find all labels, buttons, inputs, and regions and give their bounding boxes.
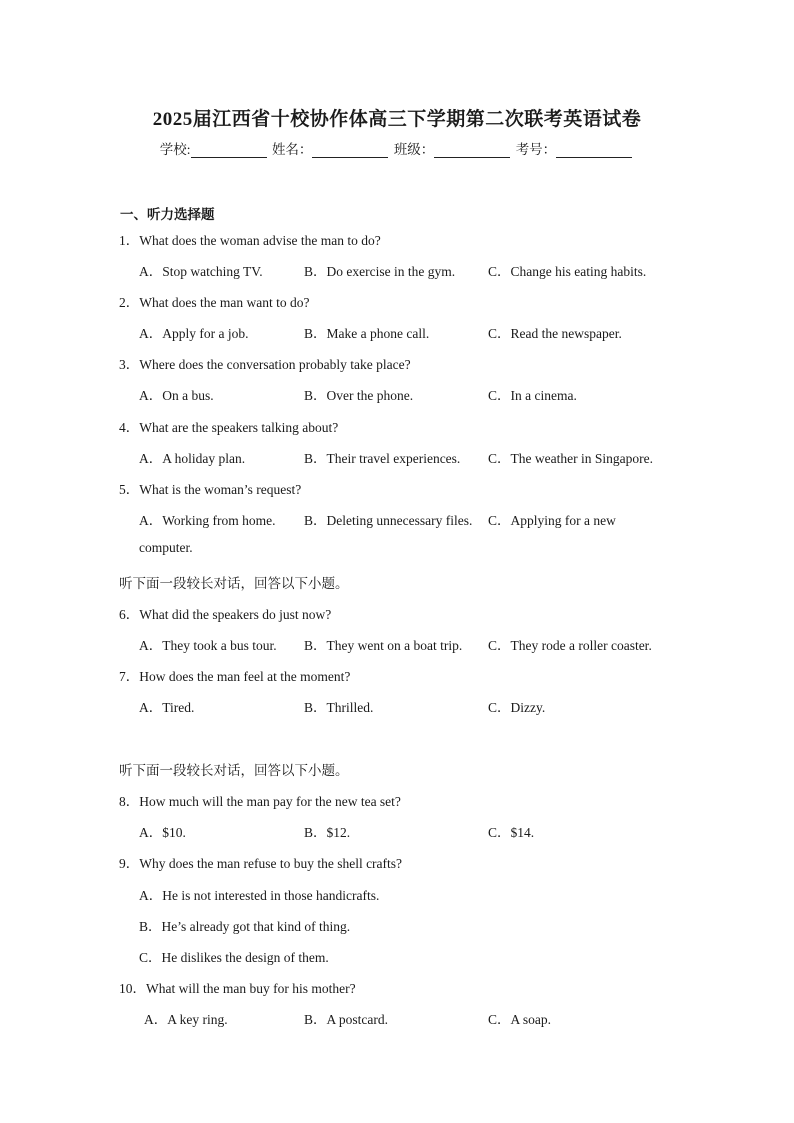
q3-option-c: C．In a cinema. xyxy=(488,388,577,403)
q9-option-a: A．He is not interested in those handicrafts. xyxy=(139,888,380,903)
q6-option-b: B．They went on a boat trip. xyxy=(304,638,463,653)
exam-no-label: 考号： xyxy=(515,142,557,157)
q9-option-c: C．He dislikes the design of them. xyxy=(139,950,329,965)
q10-option-b: B．A postcard. xyxy=(304,1012,388,1027)
question-7: 7．How does the man feel at the moment? xyxy=(119,669,351,684)
question-4: 4．What are the speakers talking about? xyxy=(119,420,339,435)
question-6: 6．What did the speakers do just now? xyxy=(119,607,332,622)
q6-option-a: A．They took a bus tour. xyxy=(139,638,277,653)
q5-option-c: C．Applying for a new xyxy=(488,513,616,528)
name-blank[interactable] xyxy=(312,143,388,158)
section-heading: 一、听力选择题 xyxy=(120,207,215,222)
q7-option-c: C．Dizzy. xyxy=(488,700,546,715)
school-blank[interactable] xyxy=(191,143,267,158)
class-blank[interactable] xyxy=(434,143,510,158)
exam-title: 2025届江西省十校协作体高三下学期第二次联考英语试卷 xyxy=(152,109,642,130)
question-1: 1．What does the woman advise the man to do? xyxy=(119,233,381,248)
question-10: 10．What will the man buy for his mother? xyxy=(119,981,356,996)
question-8: 8．How much will the man pay for the new tea set? xyxy=(119,794,401,809)
q3-option-a: A．On a bus. xyxy=(139,388,214,403)
q6-option-c: C．They rode a roller coaster. xyxy=(488,638,652,653)
name-label: 姓名： xyxy=(271,142,313,157)
q2-option-a: A．Apply for a job. xyxy=(139,326,249,341)
q2-option-b: B．Make a phone call. xyxy=(304,326,430,341)
school-label: 学校: xyxy=(159,142,191,157)
q1-option-c: C．Change his eating habits. xyxy=(488,264,647,279)
instruction-note-1: 听下面一段较长对话，回答以下小题。 xyxy=(119,576,349,591)
q7-option-a: A．Tired. xyxy=(139,700,195,715)
question-3: 3．Where does the conversation probably take place? xyxy=(119,357,411,372)
q4-option-c: C．The weather in Singapore. xyxy=(488,451,653,466)
instruction-note-2: 听下面一段较长对话，回答以下小题。 xyxy=(119,763,349,778)
q4-option-a: A．A holiday plan. xyxy=(139,451,246,466)
q7-option-b: B．Thrilled. xyxy=(304,700,374,715)
q5-option-c-continued: computer. xyxy=(139,540,193,555)
class-label: 班级： xyxy=(393,142,435,157)
q4-option-b: B．Their travel experiences. xyxy=(304,451,461,466)
q8-option-b: B．$12. xyxy=(304,825,351,840)
q5-option-a: A．Working from home. xyxy=(139,513,276,528)
q10-option-c: C．A soap. xyxy=(488,1012,552,1027)
q9-option-b: B．He’s already got that kind of thing. xyxy=(139,919,351,934)
q8-option-c: C．$14. xyxy=(488,825,535,840)
q2-option-c: C．Read the newspaper. xyxy=(488,326,622,341)
question-5: 5．What is the woman’s request? xyxy=(119,482,302,497)
student-info-line xyxy=(0,138,794,158)
question-2: 2．What does the man want to do? xyxy=(119,295,310,310)
q10-option-a: A．A key ring. xyxy=(144,1012,228,1027)
q8-option-a: A．$10. xyxy=(139,825,186,840)
q1-option-a: A．Stop watching TV. xyxy=(139,264,263,279)
q1-option-b: B．Do exercise in the gym. xyxy=(304,264,456,279)
exam-no-blank[interactable] xyxy=(556,143,632,158)
question-9: 9．Why does the man refuse to buy the shell crafts? xyxy=(119,856,403,871)
q5-option-b: B．Deleting unnecessary files. xyxy=(304,513,473,528)
q3-option-b: B．Over the phone. xyxy=(304,388,414,403)
